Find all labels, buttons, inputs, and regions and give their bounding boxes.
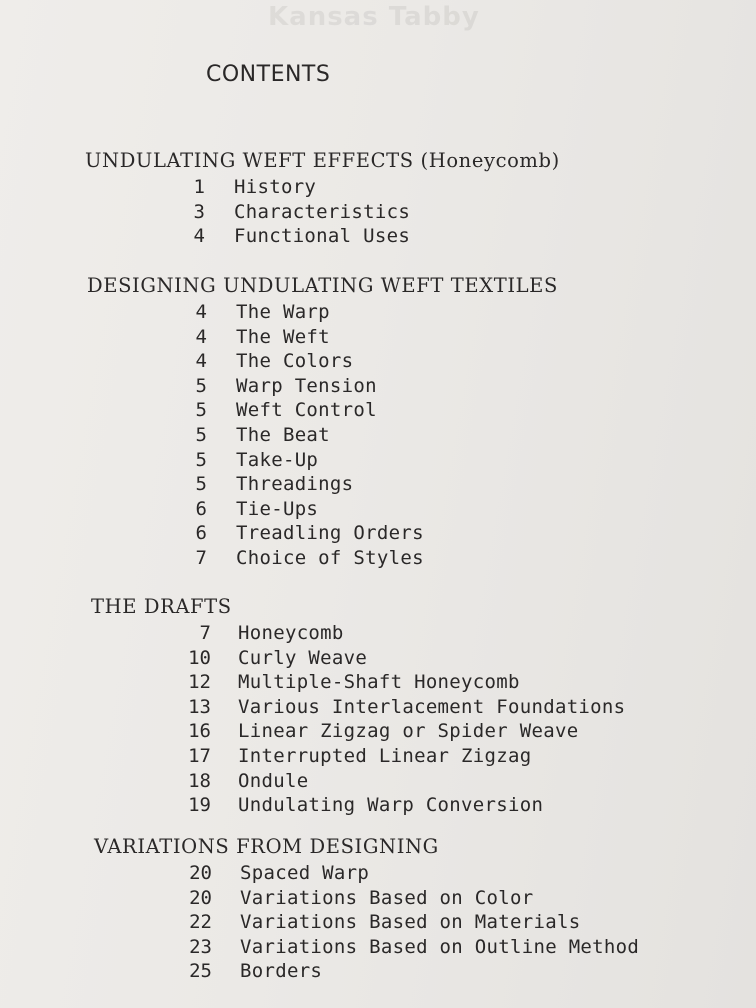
entry-title: Interrupted Linear Zigzag xyxy=(238,744,532,767)
toc-entry xyxy=(87,300,756,325)
section-heading: THE DRAFTS xyxy=(91,595,232,618)
entry-title: The Colors xyxy=(236,350,354,373)
toc-entry xyxy=(87,448,756,473)
entry-title: Weft Control xyxy=(236,399,377,422)
entry-title: Spaced Warp xyxy=(240,862,370,884)
page-number: 4 xyxy=(193,225,205,248)
entry-title: Linear Zigzag or Spider Weave xyxy=(238,720,579,743)
entry-title: The Weft xyxy=(236,325,330,348)
entry-title: Variations Based on Outline Method xyxy=(240,935,640,958)
page-number: 19 xyxy=(188,794,211,817)
entry-title: The Warp xyxy=(236,301,330,323)
toc-entry xyxy=(91,793,756,818)
toc-entry xyxy=(87,349,756,374)
page-number: 13 xyxy=(188,695,211,718)
toc-section-undulating-weft-effects xyxy=(85,147,756,249)
toc-entry xyxy=(91,695,756,720)
page-number: 16 xyxy=(188,720,211,743)
entry-title: Choice of Styles xyxy=(236,546,424,569)
toc-entry xyxy=(91,769,756,794)
toc-entry xyxy=(87,546,756,571)
toc-entry-list xyxy=(91,621,756,818)
page-number: 7 xyxy=(195,546,207,569)
toc-entry xyxy=(94,935,756,960)
toc-entry xyxy=(87,325,756,350)
toc-entry xyxy=(85,200,756,225)
page-number: 3 xyxy=(193,200,205,223)
toc-entry xyxy=(87,472,756,497)
entry-title: Borders xyxy=(240,960,323,983)
page-number: 17 xyxy=(188,744,211,767)
page-number: 10 xyxy=(188,646,211,669)
entry-title: Warp Tension xyxy=(236,374,377,397)
page-number: 22 xyxy=(189,911,212,934)
toc-entry xyxy=(91,646,756,671)
entry-title: Multiple-Shaft Honeycomb xyxy=(238,671,520,694)
page-number: 23 xyxy=(189,935,212,958)
toc-entry xyxy=(87,497,756,522)
page-number: 25 xyxy=(189,960,212,983)
toc-entry xyxy=(94,861,756,886)
toc-entry xyxy=(91,670,756,695)
page-number: 1 xyxy=(193,176,205,198)
section-heading: DESIGNING UNDULATING WEFT TEXTILES xyxy=(87,274,558,297)
page-number: 5 xyxy=(195,399,207,422)
entry-title: Functional Uses xyxy=(234,225,411,248)
page-number: 4 xyxy=(195,301,207,323)
section-heading: VARIATIONS FROM DESIGNING xyxy=(94,835,439,858)
section-heading: UNDULATING WEFT EFFECTS (Honeycomb) xyxy=(85,149,560,172)
toc-section-variations-from-designing xyxy=(94,833,756,984)
page-number: 7 xyxy=(199,622,211,644)
toc-entry xyxy=(85,175,756,200)
page-number: 20 xyxy=(189,886,212,909)
page-number: 20 xyxy=(189,862,212,884)
entry-title: History xyxy=(234,176,317,198)
entry-title: Treadling Orders xyxy=(236,522,424,545)
toc-entry xyxy=(94,886,756,911)
page-number: 18 xyxy=(188,769,211,792)
entry-title: Curly Weave xyxy=(238,646,368,669)
entry-title: Ondule xyxy=(238,769,309,792)
entry-title: Various Interlacement Foundations xyxy=(238,695,626,718)
entry-title: Variations Based on Color xyxy=(240,886,534,909)
toc-entry xyxy=(87,423,756,448)
page-number: 6 xyxy=(195,522,207,545)
toc-entry-list xyxy=(85,175,756,249)
toc-entry xyxy=(87,374,756,399)
toc-section-the-drafts xyxy=(91,593,756,818)
toc-entry xyxy=(85,224,756,249)
page-number: 12 xyxy=(188,671,211,694)
page-number: 4 xyxy=(195,350,207,373)
toc-entry xyxy=(91,719,756,744)
entry-title: Honeycomb xyxy=(238,622,344,644)
toc-entry xyxy=(94,959,756,984)
show-through-heading: Kansas Tabby xyxy=(268,2,480,32)
toc-entry xyxy=(87,521,756,546)
entry-title: Variations Based on Materials xyxy=(240,911,581,934)
page-number: 5 xyxy=(195,448,207,471)
page-number: 4 xyxy=(195,325,207,348)
toc-entry xyxy=(91,621,756,646)
toc-entry-list xyxy=(87,300,756,571)
entry-title: Take-Up xyxy=(236,448,319,471)
toc-section-designing-undulating-weft-textiles xyxy=(87,272,756,571)
page-number: 6 xyxy=(195,497,207,520)
page-number: 5 xyxy=(195,423,207,446)
page-title: CONTENTS xyxy=(206,62,331,87)
toc-entry xyxy=(91,744,756,769)
toc-entry-list xyxy=(94,861,756,984)
entry-title: Threadings xyxy=(236,473,354,496)
entry-title: Characteristics xyxy=(234,200,411,223)
toc-entry xyxy=(94,910,756,935)
entry-title: The Beat xyxy=(236,423,330,446)
toc-entry xyxy=(87,398,756,423)
entry-title: Undulating Warp Conversion xyxy=(238,794,544,817)
page-number: 5 xyxy=(195,374,207,397)
page-number: 5 xyxy=(195,473,207,496)
entry-title: Tie-Ups xyxy=(236,497,319,520)
